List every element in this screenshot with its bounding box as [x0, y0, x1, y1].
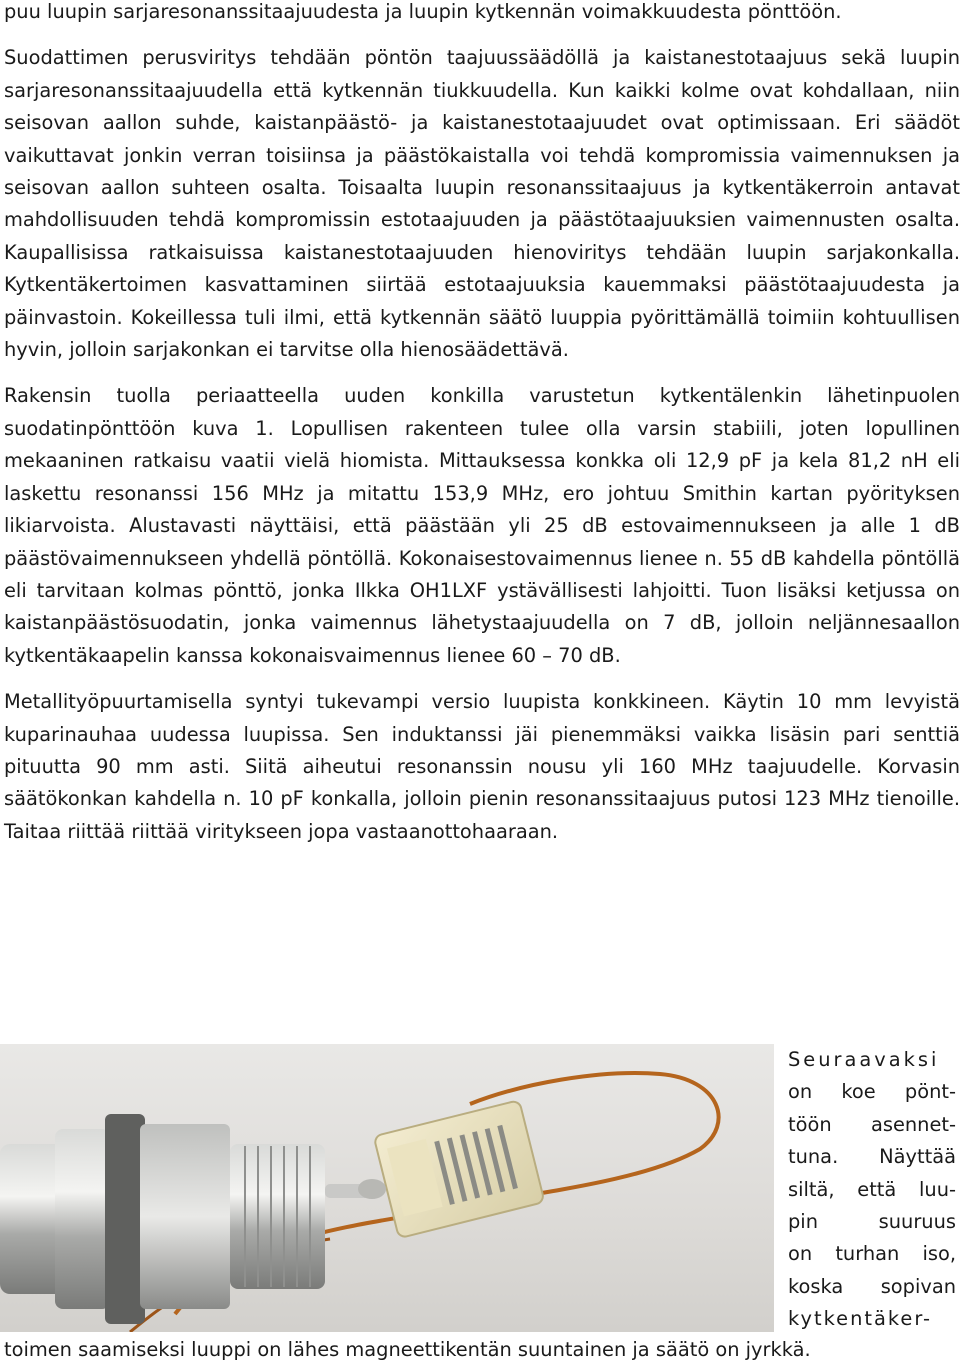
filter-loop-photo: [0, 1044, 774, 1332]
connector-body: [55, 1129, 110, 1309]
paragraph-3: Rakensin tuolla periaatteella uuden konkilla varustetun kytkentälenkin lähetinpuolen suodatinpönttöön kuva 1. Lopullisen rakenteen tulee olla varsin stabiili, joten lopullinen mekaaninen ratkaisu vaatii vielä hiomista. Mittauksessa konkka oli 12,9 pF ja kela 81,2 nH eli laskettu resonanssi 156 MHz ja mitattu 153,9 MHz, ero johtuu Smithin kartan pyörityksen likiarvoista. Alustavasti näyttäisi, että päästään yli 25 dB estovaimennukseen ja alle 1 dB päästövaimennukseen yhdellä pöntöllä. Kokonaisestovaimennus lienee n. 55 dB kahdella pöntöllä eli tarvitaan kolmas pönttö, jonka Ilkka OH1LXF ystävällisesti lahjoitti. Tuon lisäksi ketjussa on kaistanpäästösuodatin, jonka vaimennus lähetystaajuudella on 7 dB, jolloin neljännesaallon kytkentäkaapelin kanssa kokonaisvaimennus lienee 60 – 70 dB.: [4, 384, 960, 667]
caption-line-5: siltä, että luu-: [788, 1177, 956, 1201]
figure-row: [0, 1044, 956, 1334]
caption-line-9: kytkentäker-: [788, 1307, 933, 1331]
paragraph-4: Metallityöpuurtamisella syntyi tukevampi versio luupista konkkineen. Käytin 10 mm levyistä kuparinauhaa uudessa luupissa. Sen induktanssi jäi pienemmäksi vaikka lisäsin pari senttiä pituutta 90 mm asti. Siitä aiheutui resonanssin nousu yli 160 MHz taajuudelle. Korvasin säätökonkan kahdella n. 10 pF konkalla, jolloin pienin resonanssitaajuus putosi 123 MHz tienoille. Taitaa riittää riittää viritykseen jopa vastaanottohaaraan.: [4, 690, 960, 843]
connector-nut: [140, 1124, 230, 1309]
paragraph-2: Suodattimen perusviritys tehdään pöntön taajuussäädöllä ja kaistanestotaajuus sekä luupin sarjaresonanssitaajuudella että kytkennän tiukkuudella. Kun kaikki kolme ovat kohdallaan, niin seisovan aallon suhde, kaistanpäästö- ja kaistanestotaajuudet ovat optimissaan. Eri säädöt vaikuttavat jonkin verran toisiinsa ja päästökaistalla voi tehdä kompromissia vaimennuksen ja seisovan aallon suhteen osalta. Toisaalta luupin resonanssitaajuus ja kytkentäkerroin antavat mahdollisuuden tehdä kompromissin estotaajuuden ja päästötaajuuksien vaimennusten osalta. Kaupallisissa ratkaisuissa kaistanestotaajuuden hienoviritys tehdään luupin sarjakonkalla. Kytkentäkertoimen kasvattaminen siirtää estotaajuuksia kauemmaksi päästötaajuudesta ja päinvastoin. Kokeillessa tuli ilmi, että kytkennän säätö luuppia pyörittämällä toimiin kohtuullisen hyvin, jolloin sarjakonkan ei tarvitse olla hienosäädettävä.: [4, 46, 960, 362]
caption-line-2: on koe pönt-: [788, 1080, 956, 1104]
caption-line-4: tuna. Näyttää: [788, 1145, 956, 1169]
caption-continuation: toimen saamiseksi luuppi on lähes magneettikentän suuntainen ja säätö on jyrkkä.: [4, 1338, 811, 1361]
connector-washer: [105, 1114, 145, 1324]
caption-line-1: Seuraavaksi: [788, 1048, 940, 1071]
caption-line-3: töön asennet-: [788, 1112, 956, 1136]
document-page: [4, 0, 960, 848]
photo-caption: [788, 1044, 956, 1336]
connector-thread: [230, 1144, 325, 1289]
caption-line-8: koska sopivan: [788, 1274, 956, 1298]
caption-line-6: pin suuruus: [788, 1210, 956, 1234]
trimmer-capacitor: [374, 1100, 545, 1238]
photo-illustration: [0, 1044, 774, 1332]
solder-joint: [358, 1179, 386, 1199]
paragraph-1: puu luupin sarjaresonanssitaajuudesta ja luupin kytkennän voimakkuudesta pönttöön.: [4, 0, 842, 23]
caption-line-7: on turhan iso,: [788, 1242, 956, 1266]
